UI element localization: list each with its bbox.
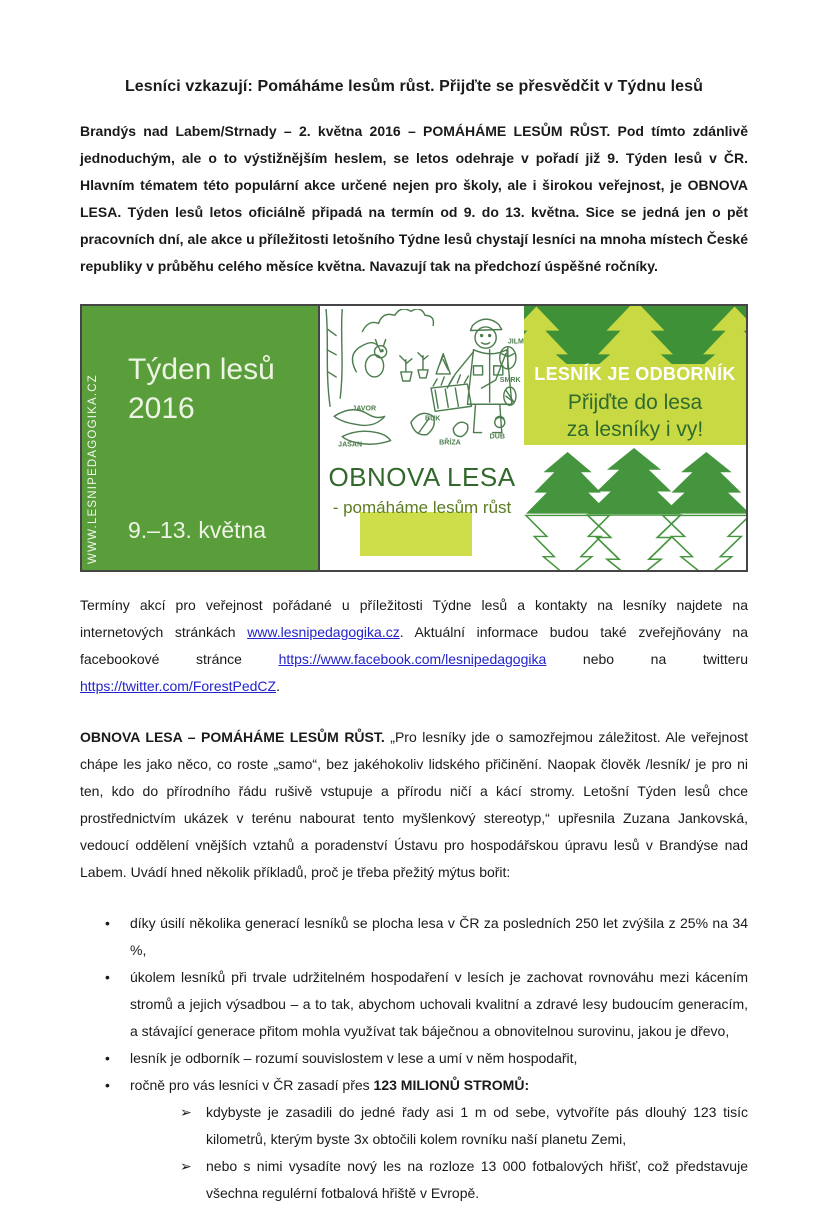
bullet-icon: • — [105, 969, 110, 985]
banner-website-url: WWW.LESNIPEDAGOGIKA.CZ — [87, 374, 99, 564]
banner-title-line1: Týden lesů — [128, 353, 275, 386]
bullet-text-pre: ročně pro vás lesníci v ČR zasadí přes — [130, 1077, 374, 1093]
bullet-icon: • — [105, 1077, 110, 1093]
lesnipedagogika-link[interactable]: www.lesnipedagogika.cz — [247, 624, 400, 640]
list-item — [105, 910, 748, 964]
list-item — [105, 964, 748, 1045]
page-title: Lesníci vzkazují: Pomáháme lesům růst. Přijďte se přesvědčit v Týdnu lesů — [124, 78, 704, 95]
sub-bullet-list — [180, 1099, 748, 1207]
obnova-lesa-subheading: - pomáháme lesům růst — [332, 498, 512, 517]
bullet-text: díky úsilí několika generací lesníků se plocha lesa v ČR za posledních 250 let zvýšila z 25% na 34 %, — [130, 915, 748, 958]
sub-bullet-text: nebo s nimi vysadíte nový les na rozloze 13 000 fotbalových hřišť, což představuje všechna regulérní fotbalová hřiště v Evropě. — [206, 1158, 748, 1201]
bullet-icon: • — [105, 915, 110, 931]
intro-paragraph: Brandýs nad Labem/Strnady – 2. května 2016 – POMÁHÁME LESŮM RŮST. Pod tímto zdánlivě jednoduchým, ale o to výstižnějším heslem, se letos odehraje v pořadí již 9. Týden lesů v ČR. Hlavním tématem této populární akce určené nejen pro školy, ale i širokou veřejnost, je OBNOVA LESA. Týden lesů letos oficiálně připadá na termín od 9. do 13. května. Sice se jedná jen o pět pracovních dní, ale akce u příležitosti letošního Týdne lesů chystají lesníci na mnoha místech České republiky v průběhu celého měsíce května. Navazují tak na předchozí úspěšné ročníky. — [80, 123, 748, 274]
arrow-bullet-icon: ➢ — [180, 1104, 192, 1120]
list-item — [180, 1099, 748, 1153]
terms-text-mid1: . Aktuální informace budou také zveřejňovány na facebookové stránce — [80, 624, 748, 667]
bullet-text — [130, 1072, 748, 1099]
label-smrk: SMRK — [499, 377, 521, 385]
banner-title — [128, 350, 275, 428]
hanging-trees-graphic — [524, 306, 746, 364]
banner-dates: 9.–13. května — [128, 517, 267, 543]
terms-text-mid2: nebo na twitteru — [546, 651, 748, 667]
label-javor: JAVOR — [352, 405, 377, 413]
label-jilm: JILM — [507, 338, 524, 346]
sub-bullet-text: kdybyste je zasadili do jedné řady asi 1 m od sebe, vytvoříte pás dlouhý 123 tisíc kilometrů, kterým byste 3x obtočili kolem rovníku naší planetu Zemi, — [206, 1104, 748, 1147]
facebook-link[interactable]: https://www.facebook.com/lesnipedagogika — [278, 651, 547, 667]
banner-middle-panel — [318, 306, 524, 570]
campaign-banner — [80, 304, 748, 572]
list-item — [180, 1153, 748, 1207]
za-lesniky-text: za lesníky i vy! — [566, 418, 704, 441]
obnova-paragraph-lead: OBNOVA LESA – POMÁHÁME LESŮM RŮST. — [80, 729, 385, 745]
arrow-bullet-icon: ➢ — [180, 1158, 192, 1174]
highlight-box — [360, 512, 472, 556]
banner-left-panel — [82, 306, 318, 570]
obnova-paragraph — [80, 724, 748, 886]
bullet-text: lesník je odborník – rozumí souvislostem v lese a umí v něm hospodařit, — [130, 1050, 578, 1066]
twitter-link[interactable]: https://twitter.com/ForestPedCZ — [80, 678, 277, 694]
bullet-text: úkolem lesníků při trvale udržitelném hospodaření v lesích je zachovat rovnováhu mezi kácením stromů a jejich výsadbou – a to tak, abychom uchovali kvalitní a zdravé lesy budoucím generacím, a stávající generace přitom mohla využívat tak báječnou a obnovitelnou surovinu, jakou je dřevo, — [130, 969, 748, 1039]
banner-title-line2: 2016 — [128, 392, 195, 425]
bullet-text-bold: 123 MILIONŮ STROMŮ: — [373, 1077, 530, 1093]
obnova-lesa-heading: OBNOVA LESA — [328, 462, 516, 492]
banner-right-panel — [524, 306, 746, 570]
lesnik-odbornik-heading: LESNÍK JE ODBORNÍK — [534, 364, 736, 384]
bullet-list — [80, 910, 748, 1099]
obnova-paragraph-body: „Pro lesníky jde o samozřejmou záležitost. Ale veřejnost chápe les jako něco, co roste „samo“, bez jakéhokoliv lidského přičinění. Naopak člověk /lesník/ je pro ni ten, kdo do přírodního řádu rušivě vstupuje a přírodu ničí a kácí stromy. Letošní Týden lesů chce prostřednictvím ukázek v terénu nabourat tento myšlenkový stereotyp,“ upřesnila Zuzana Jankovská, vedoucí oddělení vnějších vztahů a poradenství Ústavu pro hospodářskou úpravu lesů v Brandýse nad Labem. Uvádí hned několik příkladů, proč je třeba přežitý mýtus bořit: — [80, 729, 748, 880]
prijdte-do-lesa-text: Přijďte do lesa — [567, 391, 703, 414]
label-buk: BUK — [425, 415, 441, 423]
trees-graphic — [524, 448, 746, 570]
label-jasan: JASAN — [338, 441, 363, 449]
list-item — [105, 1045, 748, 1072]
terms-paragraph — [80, 592, 748, 700]
lesnik-odbornik-block — [524, 306, 746, 445]
forester-drawing — [322, 309, 524, 451]
terms-text-pre: Termíny akcí pro veřejnost pořádané u příležitosti Týdne lesů a kontakty na lesníky najdete na internetových stránkách — [80, 597, 748, 640]
terms-text-end: . — [276, 678, 280, 694]
bullet-icon: • — [105, 1050, 110, 1066]
label-briza: BŘÍZA — [439, 439, 461, 447]
label-dub: DUB — [489, 433, 505, 441]
list-item — [105, 1072, 748, 1099]
